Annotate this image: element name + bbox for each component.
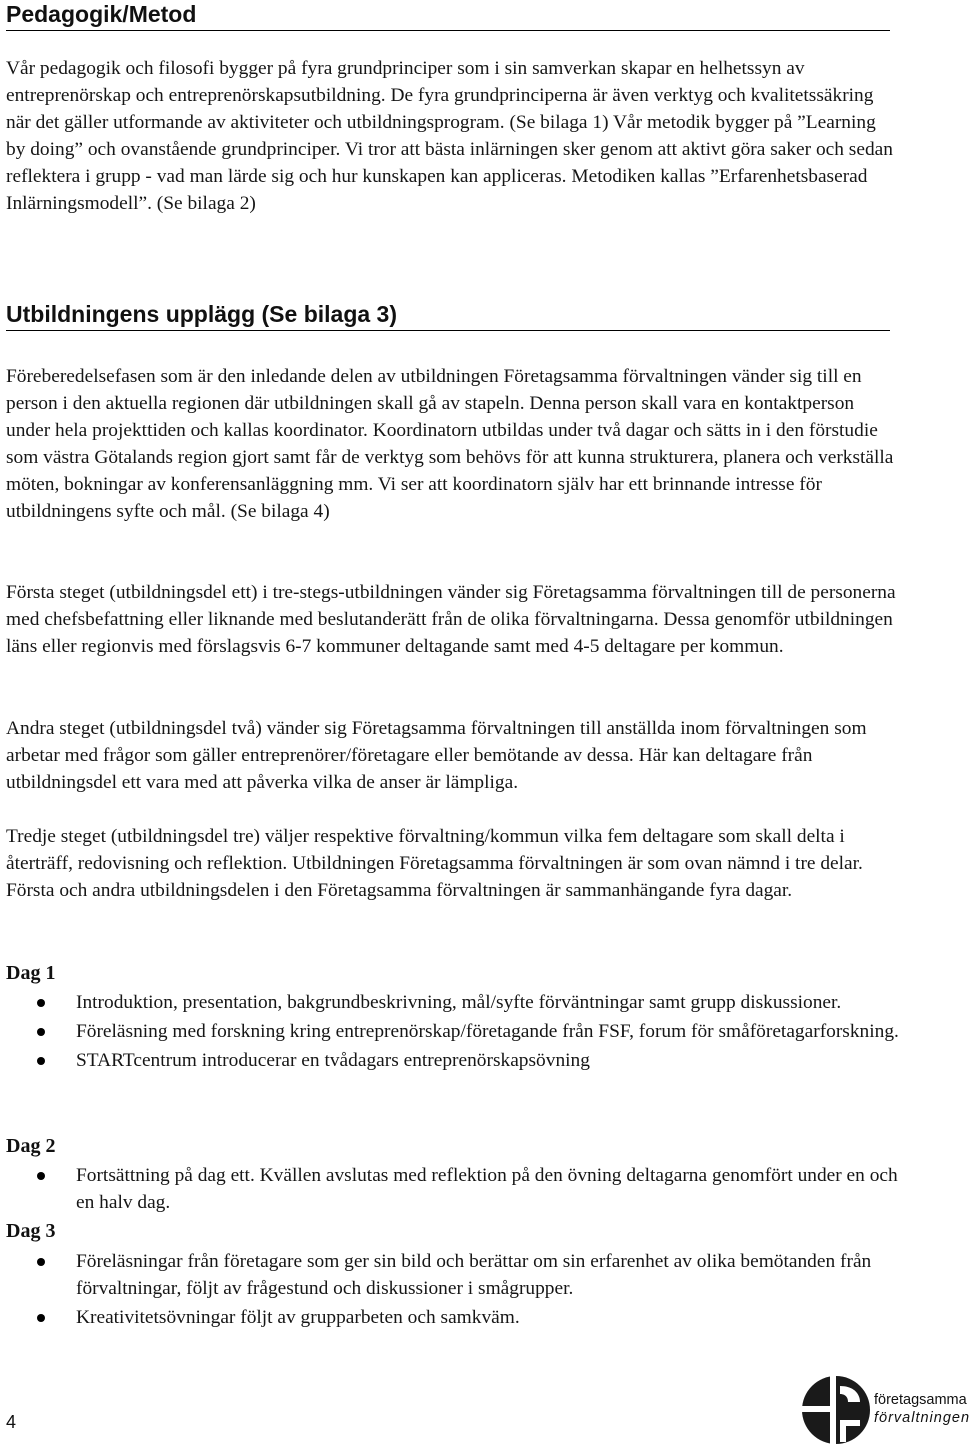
list-item-text: Föreläsning med forskning kring entreprenörskap/företagande från FSF, forum för småföretagarforskning.: [76, 1021, 899, 1042]
day-label-3: Dag 3: [6, 1220, 56, 1242]
list-item: [0, 989, 900, 1016]
list-item-text: Kreativitetsövningar följt av grupparbeten och samkväm.: [76, 1307, 520, 1328]
section-heading-pedagogik: Pedagogik/Metod: [6, 0, 890, 31]
foretagsamma-logo: [800, 1372, 970, 1450]
day-3-list: [0, 1248, 900, 1333]
section-heading-upplagg: Utbildningens upplägg (Se bilaga 3): [6, 300, 890, 331]
list-item-text: Föreläsningar från företagare som ger sin bild och berättar om sin erfarenhet av olika bemötanden från förvaltningar, följt av frågestund och diskussioner i smågrupper.: [76, 1251, 872, 1299]
paragraph-forsta-steget: Första steget (utbildningsdel ett) i tre-stegs-utbildningen vänder sig Företagsamma förvaltningen till de personerna med chefsbefattning eller liknande med beslutanderätt från de olika förvaltningarna. Dessa genomför utbildningen läns eller regionvis med förslagsvis 6-7 kommuner deltagande samt med 4-5 deltagare per kommun.: [6, 582, 896, 657]
bullet-icon: [37, 999, 45, 1007]
day-2-list: [0, 1162, 900, 1218]
bullet-icon: [37, 1028, 45, 1036]
day-label-1: Dag 1: [6, 962, 56, 984]
page-number: 4: [6, 1412, 17, 1432]
list-item-text: Introduktion, presentation, bakgrundbeskrivning, mål/syfte förväntningar samt grupp diskussioner.: [76, 992, 842, 1013]
bullet-icon: [37, 1172, 45, 1180]
bullet-icon: [37, 1314, 45, 1322]
list-item: [0, 1047, 900, 1074]
day-1-list: [0, 989, 900, 1076]
list-item-text: STARTcentrum introducerar en tvådagars entreprenörskapsövning: [76, 1050, 590, 1071]
logo-text-line1: företagsamma: [874, 1392, 967, 1408]
bullet-icon: [37, 1258, 45, 1266]
day-label-2: Dag 2: [6, 1135, 56, 1157]
paragraph-pedagogik: Vår pedagogik och filosofi bygger på fyra grundprinciper som i sin samverkan skapar en helhetssyn av entreprenörskap och entreprenörskapsutbildning. De fyra grundprinciperna är även verktyg och kvalitetssäkring när det gäller utformande av aktiviteter och utbildningsprogram. (Se bilaga 1) Vår metodik bygger på ”Learning by doing” och ovanstående grundprinciper. Vi tror att bästa inlärningen sker genom att aktivt göra saker och sedan reflektera i grupp - vad man lärde sig och hur kunskapen kan appliceras. Metodiken kallas ”Erfarenhetsbaserad Inlärningsmodell”. (Se bilaga 2): [6, 58, 893, 214]
paragraph-forberedelse: Föreberedelsefasen som är den inledande delen av utbildningen Företagsamma förvaltningen vänder sig till en person i den aktuella regionen där utbildningen skall gå av stapeln. Denna person skall vara en kontaktperson under hela projekttiden och kallas koordinator. Koordinatorn utbildas under två dagar och sätts in i den förstudie som västra Götalands region gjort samt får de verktyg som behövs för att kunna strukturera, planera och verkställa möten, bokningar av konferensanläggning mm. Vi ser att koordinatorn själv har ett brinnande intresse för utbildningens syfte och mål. (Se bilaga 4): [6, 366, 894, 522]
logo-text-line2: förvaltningen: [874, 1410, 970, 1426]
paragraph-tredje-steget: Tredje steget (utbildningsdel tre) väljer respektive förvaltning/kommun vilka fem deltagare som skall delta i återträff, redovisning och reflektion. Utbildningen Företagsamma förvaltningen är som ovan nämnd i tre delar. Första och andra utbildningsdelen i den Företagsamma förvaltningen är sammanhängande fyra dagar.: [6, 826, 863, 901]
bullet-icon: [37, 1057, 45, 1065]
list-item: [0, 1248, 900, 1302]
paragraph-andra-steget: Andra steget (utbildningsdel två) vänder sig Företagsamma förvaltningen till anställda inom förvaltningen som arbetar med frågor som gäller entreprenörer/företagare eller bemötande av dessa. Här kan deltagare från utbildningsdel ett vara med att påverka vilka de anser är lämpliga.: [6, 718, 867, 793]
list-item: [0, 1018, 900, 1045]
list-item-text: Fortsättning på dag ett. Kvällen avslutas med reflektion på den övning deltagarna genomfört under en och en halv dag.: [76, 1165, 898, 1213]
foretagsamma-logo-icon: [800, 1372, 872, 1450]
list-item: [0, 1162, 900, 1216]
list-item: [0, 1304, 900, 1331]
